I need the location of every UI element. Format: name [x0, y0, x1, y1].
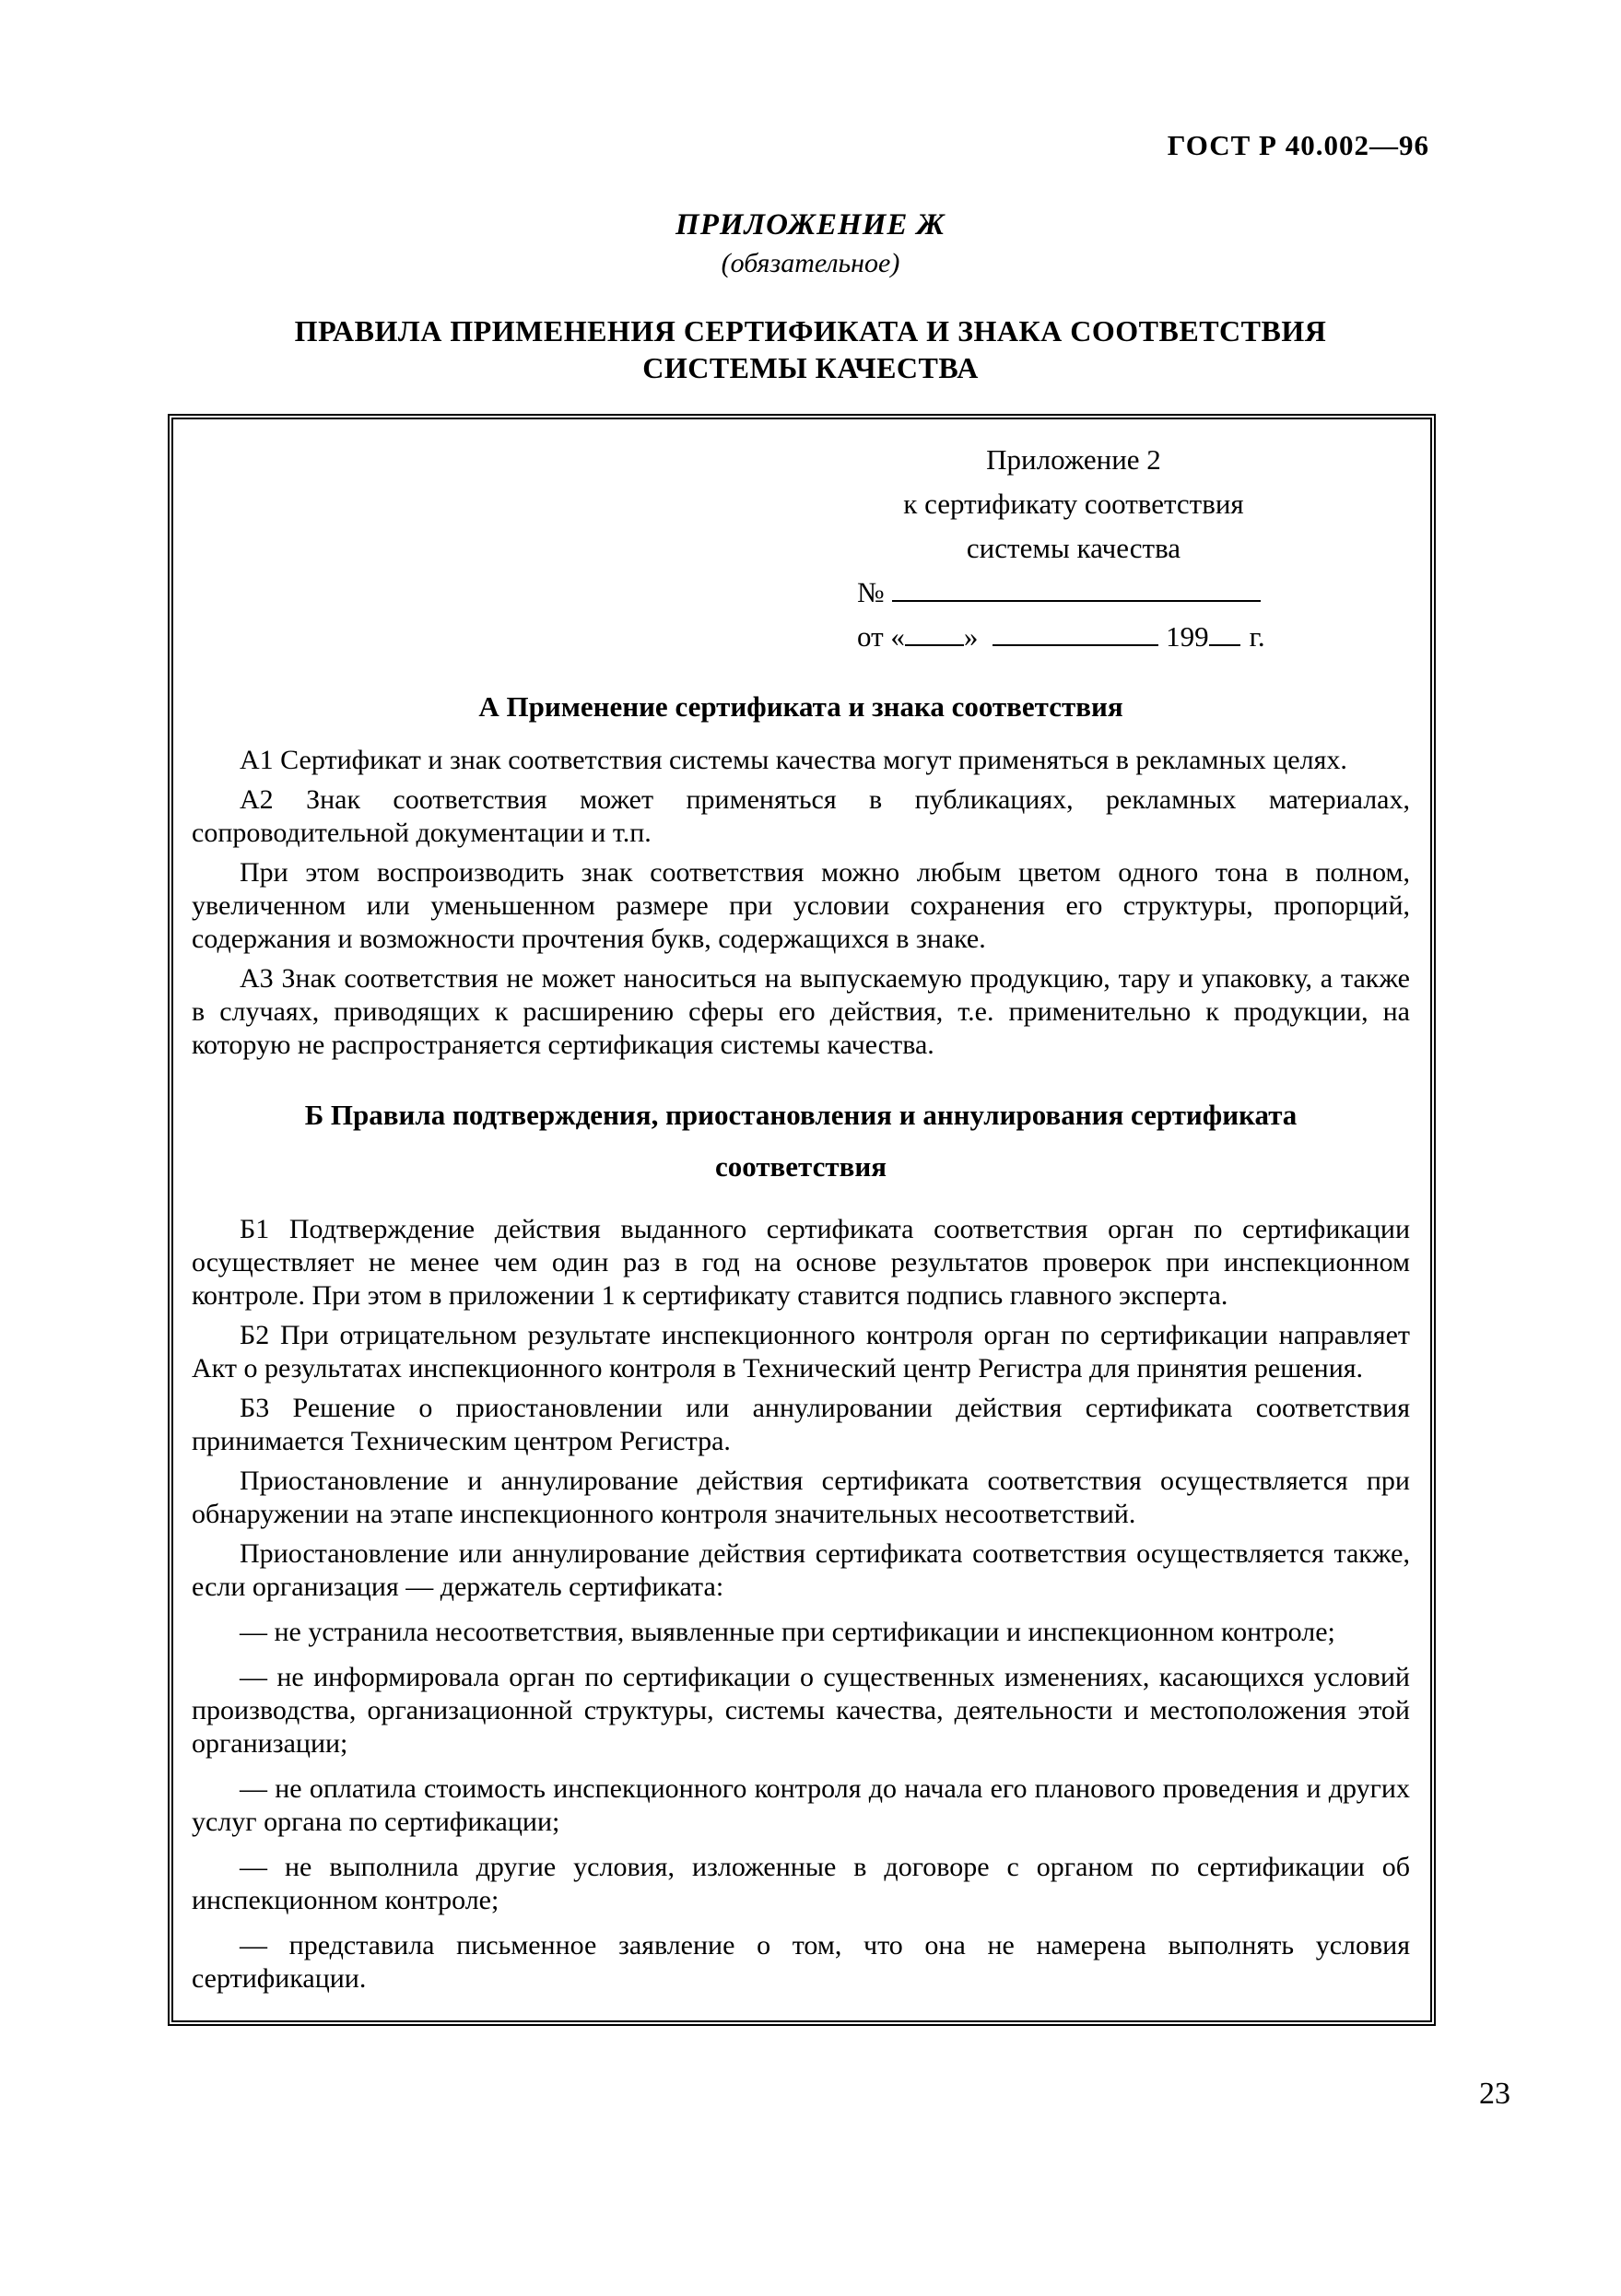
paragraph-a3: А3 Знак соответствия не может наноситься на выпускаемую продукцию, тару и упаковку, а также в случаях, приводящих к расширению сферы его действия, т.е. применительно к продукции, на которую не распространяется сертификация системы качества.	[192, 963, 1410, 1060]
paragraph-b-suspension: Приостановление и аннулирование действия сертификата соответствия осуществляется при обнаружении на этапе инспекционного контроля значительных несоответствий.	[192, 1466, 1410, 1529]
paragraph-b1: Б1 Подтверждение действия выданного сертификата соответствия орган по сертификации осуществляет не менее чем один раз в год на основе результатов проверок при инспекционном контроле. При этом в приложении 1 к сертификату ставится подпись главного эксперта.	[192, 1214, 1410, 1311]
corner-line-appendix-number: Приложение 2	[986, 443, 1161, 476]
paragraph-b2: Б2 При отрицательном результате инспекционного контроля орган по сертификации направляет Акт о результатах инспекционного контроля в Технический центр Регистра для принятия решения.	[192, 1320, 1410, 1383]
paragraph-a2: А2 Знак соответствия может применяться в публикациях, рекламных материалах, сопроводительной документации и т.п.	[192, 784, 1410, 848]
section-b-title-line2: соответствия	[714, 1150, 887, 1183]
section-b-title	[229, 1089, 1373, 1193]
blank-certificate-number	[892, 574, 1261, 602]
document-heading-line2: СИСТЕМЫ КАЧЕСТВА	[642, 351, 979, 384]
standard-reference: ГОСТ Р 40.002—96	[1167, 129, 1429, 161]
paragraph-b-holder-intro: Приостановление или аннулирование действия сертификата соответствия осуществляется также, если организация — держатель сертификата:	[192, 1538, 1410, 1602]
section-b-title-line1: Б Правила подтверждения, приостановления и аннулирования сертификата	[304, 1099, 1298, 1131]
corner-line-certificate: к сертификату соответствия	[903, 488, 1244, 520]
blank-month	[993, 618, 1158, 646]
number-label: №	[857, 576, 885, 608]
blank-year-digits	[1209, 618, 1240, 646]
blank-day	[905, 618, 964, 646]
document-heading	[0, 312, 1621, 386]
certificate-number-line	[857, 571, 1290, 615]
condition-item: — не информировала орган по сертификации о существенных изменениях, касающихся условий производства, организационной структуры, системы качества, деятельности и местоположения этой организации;	[192, 1662, 1410, 1759]
date-from-label: от «	[857, 620, 905, 653]
appendix-type-note: (обязательное)	[721, 248, 900, 278]
paragraph-b3: Б3 Решение о приостановлении или аннулировании действия сертификата соответствия принимается Техническим центром Регистра.	[192, 1393, 1410, 1456]
page-number: 23	[1479, 2077, 1510, 2111]
paragraph-a1: А1 Сертификат и знак соответствия системы качества могут применяться в рекламных целях.	[240, 745, 1347, 775]
certificate-rules-box	[168, 414, 1436, 2026]
corner-line-quality-system: системы качества	[966, 532, 1181, 564]
condition-item: — не выполнила другие условия, изложенные в договоре с органом по сертификации об инспекционном контроле;	[192, 1852, 1410, 1915]
appendix-title: ПРИЛОЖЕНИЕ Ж	[675, 208, 946, 241]
paragraph-a2-note: При этом воспроизводить знак соответствия можно любым цветом одного тона в полном, увеличенном или уменьшенном размере при условии сохранения его структуры, пропорций, содержания и возможности прочтения букв, содержащихся в знаке.	[192, 857, 1410, 954]
date-year: 199	[1166, 620, 1209, 653]
condition-item: — не устранила несоответствия, выявленные при сертификации и инспекционном контроле;	[240, 1617, 1335, 1647]
section-a-title: А Применение сертификата и знака соответствия	[478, 690, 1123, 723]
condition-item: — не оплатила стоимость инспекционного контроля до начала его планового проведения и других услуг органа по сертификации;	[192, 1773, 1410, 1837]
date-year-suffix: г.	[1249, 620, 1265, 653]
appendix-corner-block	[857, 438, 1290, 659]
date-quote-close: »	[963, 620, 979, 653]
certificate-date-line	[857, 615, 1290, 659]
document-heading-line1: ПРАВИЛА ПРИМЕНЕНИЯ СЕРТИФИКАТА И ЗНАКА СООТВЕТСТВИЯ	[294, 314, 1327, 347]
condition-item: — представила письменное заявление о том, что она не намерена выполнять условия сертификации.	[192, 1930, 1410, 1994]
